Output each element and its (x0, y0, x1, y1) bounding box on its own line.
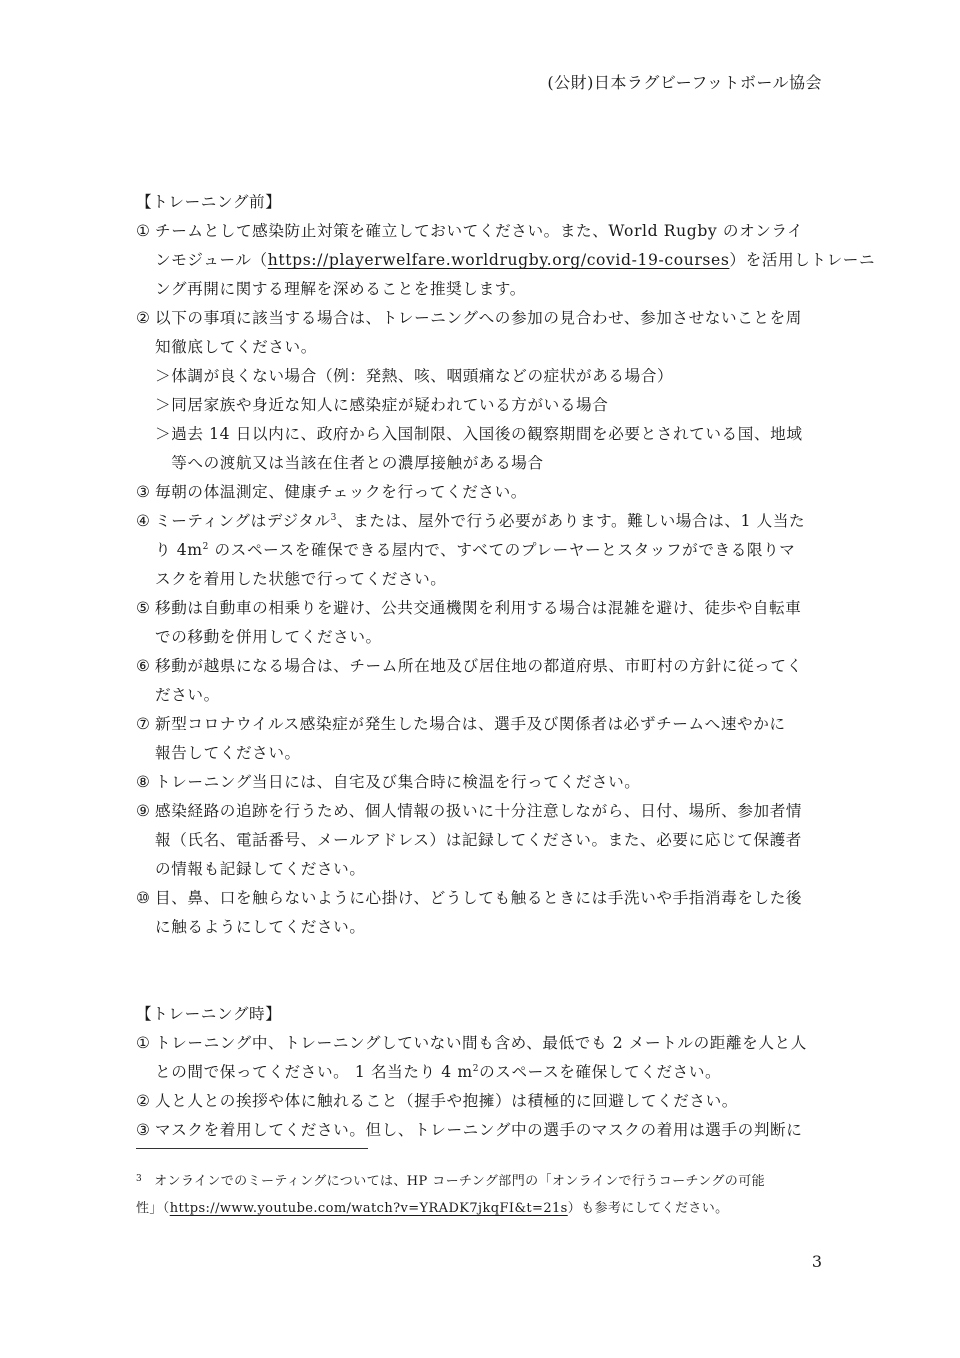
youtube-link[interactable]: https://www.youtube.com/watch?v=YRADK7jkqFI&t=21s (169, 1201, 568, 1216)
list-item (136, 1116, 826, 1145)
organization-header: (公財)日本ラグビーフットボール協会 (547, 73, 822, 92)
item-text-line: ださい。 (155, 686, 220, 704)
list-item (136, 710, 826, 768)
item-text-line: との間で保ってください。 1 名当たり 4 $m^2$のスペースを確保してください。 (155, 1063, 722, 1081)
list-item (136, 1029, 826, 1087)
list-item (136, 768, 826, 797)
item-text-line: マスクを着用してください。但し、トレーニング中の選手のマスクの着用は選手の判断に (155, 1121, 803, 1139)
footnote (136, 1168, 826, 1222)
item-number: ④ (136, 512, 151, 530)
item-number: ⑨ (136, 802, 151, 820)
item-number: ① (136, 1034, 151, 1052)
item-text-line: スクを着用した状態で行ってください。 (155, 570, 447, 588)
item-number: ② (136, 1092, 151, 1110)
item-text-line: トレーニング中、トレーニングしていない間も含め、最低でも 2 メートルの距離を人と人 (155, 1034, 807, 1052)
item-text-line: 新型コロナウイルス感染症が発生した場合は、選手及び関係者は必ずチームへ速やかに (155, 715, 786, 733)
page-number: 3 (811, 1252, 822, 1271)
item-text-line: での移動を併用してください。 (155, 628, 382, 646)
sub-list-item (155, 362, 826, 391)
item-text-line: の情報も記録してください。 (155, 860, 366, 878)
sub-item-marker: ＞ (155, 425, 172, 443)
item-number: ③ (136, 1121, 151, 1139)
item-number: ⑦ (136, 715, 151, 733)
item-text-line: 報（氏名、電話番号、メールアドレス）は記録してください。また、必要に応じて保護者 (155, 831, 802, 849)
sub-list-item (155, 420, 826, 478)
list-item (136, 594, 826, 652)
worldrugby-course-link[interactable]: https://playerwelfare.worldrugby.org/covid-19-courses (267, 251, 730, 269)
list-item (136, 507, 826, 594)
item-text-line: 報告してください。 (155, 744, 301, 762)
item-text-line: 知徹底してください。 (155, 338, 317, 356)
list-item (136, 304, 826, 362)
sub-list-item (155, 391, 826, 420)
section-gap (136, 942, 826, 1000)
sub-item-text-line: 過去 14 日以内に、政府から入国制限、入国後の観察期間を必要とされている国、地域 (171, 425, 803, 443)
footnote-line: $^3$ オンラインでのミーティングについては、HP コーチング部門の「オンラインで行うコーチングの可能 (136, 1174, 765, 1189)
footnote-reference[interactable]: 3 (330, 513, 337, 523)
sub-item-marker: ＞ (155, 367, 172, 385)
section-heading-during-training: 【トレーニング時】 (136, 1005, 282, 1023)
footnote-divider (136, 1148, 368, 1149)
item-text-line: ミーティングはデジタル$^3$、または、屋外で行う必要があります。難しい場合は、1 人当た (155, 512, 806, 530)
item-number: ⑧ (136, 773, 151, 791)
item-number: ① (136, 222, 151, 240)
list-item (136, 884, 826, 942)
sub-item-text-line: 等への渡航又は当該在住者との濃厚接触がある場合 (171, 454, 544, 472)
sub-item-text-line: 同居家族や身近な知人に感染症が疑われている方がいる場合 (171, 396, 609, 414)
item-number: ⑩ (136, 889, 151, 907)
item-number: ③ (136, 483, 151, 501)
document-body (136, 188, 876, 1145)
item-text-line: ング再開に関する理解を深めることを推奨します。 (155, 280, 526, 298)
sub-item-text-line: 体調が良くない場合（例：発熱、咳、咽頭痛などの症状がある場合） (171, 367, 674, 385)
item-text-line: 移動は自動車の相乗りを避け、公共交通機関を利用する場合は混雑を避け、徒歩や自転車 (155, 599, 802, 617)
list-item (136, 797, 826, 884)
item-text-line: トレーニング当日には、自宅及び集合時に検温を行ってください。 (155, 773, 641, 791)
item-number: ② (136, 309, 151, 327)
section-heading-before-training: 【トレーニング前】 (136, 193, 282, 211)
item-text-line: チームとして感染防止対策を確立しておいてください。また、World Rugby のオンライ (155, 222, 804, 240)
item-text-line: り $4m^2$ のスペースを確保できる屋内で、すべてのプレーヤーとスタッフができる限りマ (155, 541, 796, 559)
item-text-line: 以下の事項に該当する場合は、トレーニングへの参加の見合わせ、参加させないことを周 (155, 309, 802, 327)
item-number: ⑤ (136, 599, 151, 617)
item-text-line: に触るようにしてください。 (155, 918, 366, 936)
item-text-line: 人と人との挨拶や体に触れること（握手や抱擁）は積極的に回避してください。 (155, 1092, 738, 1110)
item-text-line: 移動が越県になる場合は、チーム所在地及び居住地の都道府県、市町村の方針に従ってく (155, 657, 803, 675)
list-item (136, 478, 826, 507)
footnote-mark: 3 (136, 1174, 143, 1184)
square-superscript: 2 (472, 1064, 480, 1074)
square-superscript: 2 (202, 542, 209, 552)
item-number: ⑥ (136, 657, 151, 675)
item-text-line: 目、鼻、口を触らないように心掛け、どうしても触るときには手洗いや手指消毒をした後 (155, 889, 803, 907)
item-text-line: 毎朝の体温測定、健康チェックを行ってください。 (155, 483, 527, 501)
sub-item-marker: ＞ (155, 396, 172, 414)
list-item (136, 217, 876, 304)
list-item (136, 1087, 826, 1116)
list-item (136, 652, 826, 710)
item-text-line: 感染経路の追跡を行うため、個人情報の扱いに十分注意しながら、日付、場所、参加者情 (155, 802, 803, 820)
footnote-line: 性」（https://www.youtube.com/watch?v=YRADK7jkqFI&t=21s）も参考にしてください。 (136, 1201, 729, 1216)
item-text-line: ンモジュール（https://playerwelfare.worldrugby.org/covid-19-courses）を活用しトレーニ (155, 251, 876, 269)
